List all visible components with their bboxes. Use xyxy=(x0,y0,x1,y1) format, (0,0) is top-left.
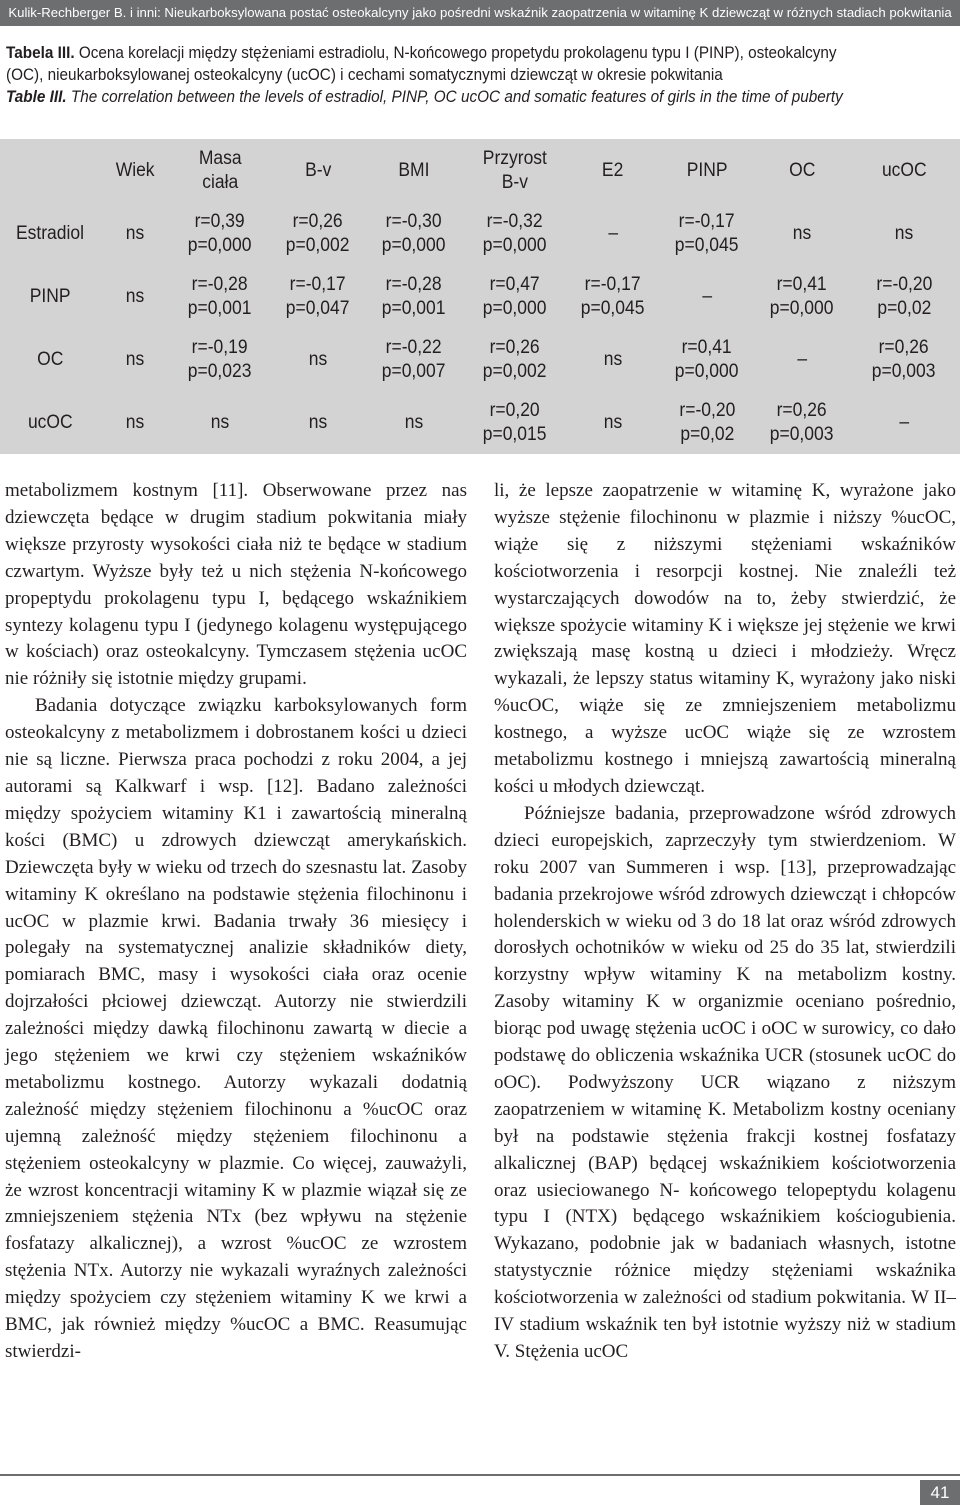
table-cell xyxy=(658,202,756,265)
cell-value: ns xyxy=(308,348,328,370)
cell-value: ns xyxy=(404,411,424,433)
cell-value: ns xyxy=(792,222,812,244)
cell-value: r=-0,32 p=0,000 xyxy=(483,210,547,256)
table-cell xyxy=(462,391,568,454)
table-cell xyxy=(270,202,366,265)
table-cell xyxy=(366,265,462,328)
table-cell xyxy=(756,265,848,328)
cell-value: r=-0,17 p=0,045 xyxy=(675,210,739,256)
cell-value: ns xyxy=(603,348,623,370)
cell-value: ns xyxy=(210,411,230,433)
column-header xyxy=(658,139,756,202)
cell-value: r=0,39 p=0,000 xyxy=(188,210,252,256)
table-cell xyxy=(658,265,756,328)
text-column-left xyxy=(5,478,467,1366)
column-header-label: OC xyxy=(788,159,816,181)
cell-value: r=-0,17 p=0,045 xyxy=(581,273,645,319)
caption-text-en: The correlation between the levels of estradiol, PINP, OC ucOC and somatic features of girls in the time of puberty xyxy=(66,87,843,106)
table-cell xyxy=(270,328,366,391)
page-number: 41 xyxy=(920,1480,960,1505)
column-header xyxy=(366,139,462,202)
column-header xyxy=(462,139,568,202)
column-header xyxy=(568,139,658,202)
cell-value: ns xyxy=(125,222,145,244)
caption-text-pl-1: Ocena korelacji między stężeniami estradiolu, N-końcowego propetydu prokolagenu typu I (PINP), osteokalcyny xyxy=(74,43,837,62)
cell-value: r=0,26 p=0,003 xyxy=(770,399,834,445)
running-title: Kulik-Rechberger B. i inni: Nieukarboksylowana postać osteokalcyny jako pośredni wskaźnik zaopatrzenia w witaminę K dziewcząt w różnych stadiach pokwitania xyxy=(8,5,952,20)
table-cell xyxy=(658,391,756,454)
row-header xyxy=(0,391,100,454)
cell-value: r=-0,20 p=0,02 xyxy=(876,273,932,319)
cell-value: ns xyxy=(125,285,145,307)
column-header-label: E2 xyxy=(602,159,624,181)
cell-value: r=0,26 p=0,002 xyxy=(286,210,350,256)
table-cell xyxy=(756,391,848,454)
table-cell xyxy=(848,202,960,265)
table-caption xyxy=(6,42,951,108)
column-header-label: PINP xyxy=(686,159,728,181)
paragraph: Badania dotyczące związku karboksylowanych form osteokalcyny z metabolizmem i dobrostanem kości u dzieci nie są liczne. Pierwsza praca pochodzi z roku 2004, a jej autorami są Kalkwarf i wsp. [12]. Badano zależności między spożyciem witaminy K1 i zawartością mineralną kości (BMC) u zdrowych dziewcząt amerykańskich. Dziewczęta były w wieku od trzech do szesnastu lat. Zasoby witaminy K określano na podstawie stężenia filochinonu i ucOC w plazmie krwi. Badania trwały 36 miesięcy i polegały na systematycznej analizie składników diety, pomiarach BMC, masy i wysokości ciała oraz ocenie dojrzałości płciowej dziewcząt. Autorzy nie stwierdzili zależności między dawką filochinonu zawartą w diecie a jego stężeniem we krwi czy stężeniem wskaźników metabolizmu kostnego. Autorzy wykazali dodatnią zależność między stężeniem filochinonu a %ucOC oraz ujemną zależność między stężeniem filochinonu a stężeniem osteokalcyny w plazmie. Co więcej, zauważyli, że wzrost koncentracji witaminy K w plazmie wiązał się ze zmniejszeniem stężenia NTx (bez wpływu na stężenie fosfatazy alkalicznej), a wzrost %ucOC ze wzrostem stężenia NTx. Autorzy nie wykazali wyraźnych zależności między spożyciem czy stężeniem witaminy K we krwi a BMC, jak również między %ucOC a BMC. Reasumując stwierdzi- xyxy=(5,695,467,1362)
table-cell xyxy=(756,328,848,391)
correlation-table xyxy=(0,139,960,454)
table-cell xyxy=(462,202,568,265)
table-cell xyxy=(848,391,960,454)
table-cell xyxy=(270,265,366,328)
table-cell xyxy=(270,391,366,454)
column-header xyxy=(170,139,270,202)
column-header xyxy=(100,139,170,202)
cell-value: r=0,47 p=0,000 xyxy=(483,273,547,319)
table-cell xyxy=(366,328,462,391)
column-header-label: ucOC xyxy=(881,159,927,181)
cell-value: ucOC xyxy=(27,411,73,433)
table-cell xyxy=(170,328,270,391)
table-cell xyxy=(366,202,462,265)
paragraph: metabolizmem kostnym [11]. Obserwowane przez nas dziewczęta będące w drugim stadium pokwitania miały większe przyrosty wysokości ciała niż te będące w stadium czwartym. Wyższe były też u nich stężenia N-końcowego propeptydu prokolagenu typu I, będącego wskaźnikiem syntezy kolagenu typu I (jedynego kolagenu występującego w kościach) oraz osteokalcyny. Tymczasem stężenia ucOC nie różniły się istotnie między grupami. xyxy=(5,480,467,690)
caption-line-2 xyxy=(6,64,951,86)
paragraph: li, że lepsze zaopatrzenie w witaminę K, wyrażone jako wyższe stężenie filochinonu w plazmie i niższy %ucOC, wiąże się z niższymi stężeniami wskaźników kościotworzenia i resorpcji kostnej. Nie znaleźli też wystarczających dowodów na to, żeby stwierdzić, że większe spożycie witaminy K i większe jej stężenie we krwi zwiększają masę kostną u dzieci i młodzieży. Wręcz wykazali, że lepszy status witaminy K, wyrażony jako niski %ucOC, wiąże się ze zmniejszeniem metabolizmu kostnego, a wyższe ucOC wiąże się ze wzrostem metabolizmu kostnego i mniejszą zawartością mineralną kości u młodych dziewcząt. xyxy=(494,480,956,797)
table-cell xyxy=(100,265,170,328)
table-header-row xyxy=(0,139,960,202)
table-cell xyxy=(848,328,960,391)
cell-value: r=0,26 p=0,002 xyxy=(483,336,547,382)
table-cell xyxy=(568,391,658,454)
table-cell xyxy=(756,202,848,265)
cell-value: – xyxy=(702,285,712,307)
table-cell xyxy=(366,391,462,454)
text-column-right xyxy=(494,478,956,1366)
table-cell xyxy=(658,328,756,391)
caption-line-1 xyxy=(6,42,951,64)
column-header xyxy=(756,139,848,202)
table-cell xyxy=(170,202,270,265)
row-header xyxy=(0,265,100,328)
cell-value: r=-0,19 p=0,023 xyxy=(188,336,252,382)
cell-value: ns xyxy=(125,348,145,370)
table-row xyxy=(0,391,960,454)
cell-value: r=0,41 p=0,000 xyxy=(770,273,834,319)
row-header xyxy=(0,202,100,265)
row-header xyxy=(0,328,100,391)
cell-value: r=-0,30 p=0,000 xyxy=(382,210,446,256)
cell-value: Estradiol xyxy=(15,222,84,244)
column-header-label: BMI xyxy=(398,159,430,181)
cell-value: r=-0,17 p=0,047 xyxy=(286,273,350,319)
column-header-label: Przyrost B-v xyxy=(482,147,548,193)
footer-rule xyxy=(0,1474,960,1476)
column-header-label: Wiek xyxy=(115,159,155,181)
column-header-label: Masa ciała xyxy=(198,147,242,193)
table-cell xyxy=(100,391,170,454)
cell-value: OC xyxy=(36,348,64,370)
table-cell xyxy=(848,265,960,328)
cell-value: – xyxy=(899,411,909,433)
table-cell xyxy=(100,328,170,391)
cell-value: r=0,20 p=0,015 xyxy=(483,399,547,445)
cell-value: – xyxy=(797,348,807,370)
caption-label-pl: Tabela III. xyxy=(6,43,75,62)
table-row xyxy=(0,202,960,265)
caption-text-pl-2: (OC), nieukarboksylowanej osteokalcyny (ucOC) i cechami somatycznymi dziewcząt w okresie pokwitania xyxy=(6,65,723,84)
caption-line-3 xyxy=(6,86,951,108)
cell-value: r=0,41 p=0,000 xyxy=(675,336,739,382)
caption-label-en: Table III. xyxy=(6,87,67,106)
cell-value: ns xyxy=(894,222,914,244)
cell-value: ns xyxy=(125,411,145,433)
column-header xyxy=(0,139,100,202)
cell-value: r=-0,22 p=0,007 xyxy=(382,336,446,382)
table-cell xyxy=(170,265,270,328)
column-header-label: B-v xyxy=(304,159,332,181)
cell-value: r=0,26 p=0,003 xyxy=(872,336,936,382)
table-cell xyxy=(568,328,658,391)
cell-value: – xyxy=(608,222,618,244)
running-header xyxy=(0,0,960,26)
cell-value: PINP xyxy=(29,285,71,307)
table-row xyxy=(0,328,960,391)
paragraph: Późniejsze badania, przeprowadzone wśród zdrowych dzieci europejskich, zaprzeczyły tym stwierdzeniom. W roku 2007 van Summeren i wsp. [13], przeprowadzając badania przekrojowe wśród zdrowych dziewcząt i chłopców holenderskich w wieku od 3 do 18 lat oraz wśród zdrowych dorosłych ochotników w wieku od 25 do 35 lat, stwierdzili korzystny wpływ witaminy K na metabolizm kostny. Zasoby witaminy K w organizmie oceniano pośrednio, biorąc pod uwagę stężenia ucOC i oOC w surowicy, co dało podstawę do obliczenia wskaźnika UCR (stosunek ucOC do oOC). Podwyższony UCR wiązano z niższym zaopatrzeniem w witaminę K. Metabolizm kostny oceniany był na podstawie stężenia frakcji kostnej fosfatazy alkalicznej (BAP) będącej wskaźnikiem kościotworzenia oraz usieciowanego N- końcowego telopeptydu kolagenu typu I (NTX) będącego wskaźnikiem kościogubienia. Wykazano, podobnie jak w badaniach własnych, istotne statystycznie różnice między stężeniami wskaźnika kościotworzenia w zależności od stadium pokwitania. W II–IV stadium wskaźnik ten był istotnie wyższy niż w stadium V. Stężenia ucOC xyxy=(494,802,956,1362)
cell-value: r=-0,28 p=0,001 xyxy=(382,273,446,319)
table-cell xyxy=(100,202,170,265)
cell-value: r=-0,20 p=0,02 xyxy=(679,399,735,445)
table-cell xyxy=(462,328,568,391)
column-header xyxy=(848,139,960,202)
table-row xyxy=(0,265,960,328)
column-header xyxy=(270,139,366,202)
cell-value: r=-0,28 p=0,001 xyxy=(188,273,252,319)
cell-value: ns xyxy=(308,411,328,433)
table-cell xyxy=(170,391,270,454)
table-cell xyxy=(568,202,658,265)
table-cell xyxy=(462,265,568,328)
table-cell xyxy=(568,265,658,328)
cell-value: ns xyxy=(603,411,623,433)
